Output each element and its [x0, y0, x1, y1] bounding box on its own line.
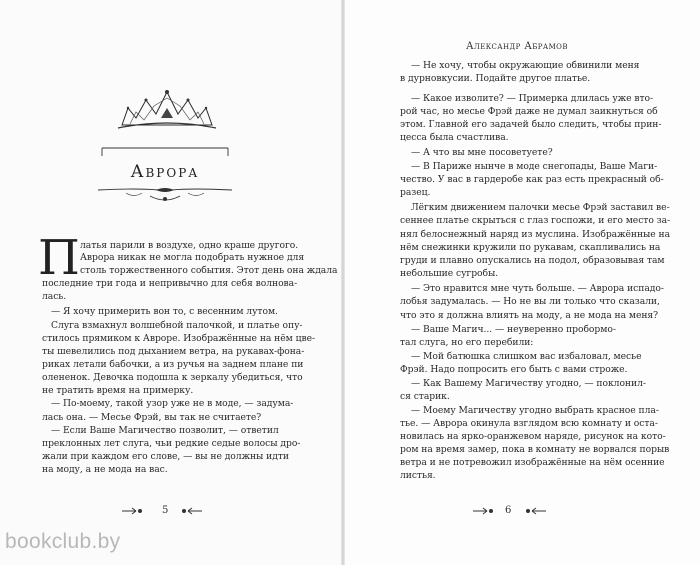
text-line: небольшие сугробы.	[400, 268, 499, 279]
page-number-right: 6	[505, 505, 512, 516]
text-line: что это я должна влиять на моду, а не мода на меня?	[400, 310, 659, 321]
folio-ornament-left-icon	[122, 507, 144, 515]
text-line: тал слуга, но его перебили:	[400, 337, 534, 348]
text-line: — Если Ваше Магичество позволит, — ответил	[51, 425, 279, 436]
text-line: — Моему Магичеству угодно выбрать красное пла-	[411, 405, 659, 416]
text-line: ветра и не потревожил изображённые на нём осенние	[400, 457, 665, 468]
text-line: разец.	[400, 187, 431, 198]
text-line: ром на время замер, пока в комнату не ворвался порыв	[400, 444, 670, 455]
text-line: этом. Главной его задачей было следить, чтобы прин-	[400, 119, 662, 130]
text-line: лась она. — Месье Фрэй, вы так не считаете?	[42, 412, 262, 423]
text-line: нём снежинки кружили по рукавам, скапливались на	[400, 242, 661, 253]
text-line: в дурновкусии. Подайте другое платье.	[400, 73, 591, 84]
drop-cap: П	[38, 230, 80, 286]
text-line: Фрэй. Надо попросить его быть с вами строже.	[400, 364, 628, 375]
text-line: латья парили в воздухе, одно краше другого.	[80, 240, 299, 251]
text-line: — Какое изволите? — Примерка длилась уже вто-	[411, 93, 654, 104]
text-line: — Как Вашему Магичеству угодно, — поклонил-	[411, 378, 646, 389]
text-line: Аврора никак не могла подобрать нужное для	[80, 252, 305, 263]
watermark: bookclub.by	[5, 530, 121, 553]
folio-ornament-left-icon	[473, 507, 495, 515]
text-line: столь торжественного события. Этот день она ждала	[80, 265, 338, 276]
text-line: — Мой батюшка слишком вас избаловал, месье	[411, 351, 642, 362]
text-line: — По-моему, такой узор уже не в моде, — задума-	[51, 398, 294, 409]
text-line: груди и плавно опускались на подол, образовывая там	[400, 255, 665, 266]
text-line: сеннее платье скрыться с глаз госпожи, и его место за-	[400, 215, 671, 226]
text-line: цесса была счастлива.	[400, 132, 509, 143]
left-page	[0, 0, 342, 565]
text-line: — В Париже нынче в моде снегопады, Ваше Маги-	[411, 161, 658, 172]
text-line: тье. — Аврора окинула взглядом всю комнату и оста-	[400, 418, 658, 429]
page-number-left: 5	[162, 505, 169, 516]
text-line: Слуга взмахнул волшебной палочкой, и платье опу-	[51, 320, 303, 331]
running-head: Александр Абрамов	[466, 41, 568, 52]
text-line: последние три года и непривычно для себя волнова-	[42, 278, 298, 289]
chapter-title: Аврора	[130, 162, 200, 182]
text-line: олененок. Девочка подошла к зеркалу убедиться, что	[42, 372, 303, 383]
text-line: — Ваше Магич... — неуверенно пробормо-	[411, 324, 616, 335]
text-line: на моду, а не мода на вас.	[42, 464, 168, 475]
text-line: рой час, но месье Фрэй даже не думал заикнуться об	[400, 106, 658, 117]
folio-ornament-right-icon	[180, 507, 202, 515]
text-line: нял белоснежный наряд из муслина. Изображённые на	[400, 229, 671, 240]
text-line: преклонных лет слуга, чьи редкие седые волосы дро-	[42, 438, 301, 449]
text-line: — Это нравится мне чуть больше. — Аврора испадо-	[411, 283, 664, 294]
text-line: лобья задумалась. — Но не вы ли только что сказали,	[400, 296, 660, 307]
text-line: стилось прямиком к Авроре. Изображённые на нём цве-	[42, 333, 316, 344]
text-line: не тратить время на примерку.	[42, 385, 194, 396]
text-line: листья.	[400, 470, 436, 481]
crown-ornament-icon	[114, 88, 220, 130]
text-line: ся старик.	[400, 391, 450, 402]
text-line: ты шевелились под дыханием ветра, на рукавах-фона-	[42, 346, 305, 357]
text-line: — Не хочу, чтобы окружающие обвинили меня	[411, 60, 640, 71]
text-line: риках летали бабочки, а из ручья на заднем плане пи	[42, 359, 304, 370]
text-line: лась.	[42, 291, 67, 302]
text-line: — А что вы мне посоветуете?	[411, 147, 553, 158]
text-line: чество. У вас в гардеробе как раз есть прекрасный об-	[400, 174, 664, 185]
text-line: — Я хочу примерить вон то, с весенним лутом.	[51, 306, 278, 317]
folio-ornament-right-icon	[524, 507, 546, 515]
text-line: жали при каждом его слове, — вы не должны идти	[42, 451, 289, 462]
text-line: Лёгким движением палочки месье Фрэй заставил ве-	[411, 202, 670, 213]
text-line: новилась на ярко-оранжевом наряде, рисунок на кото-	[400, 431, 666, 442]
